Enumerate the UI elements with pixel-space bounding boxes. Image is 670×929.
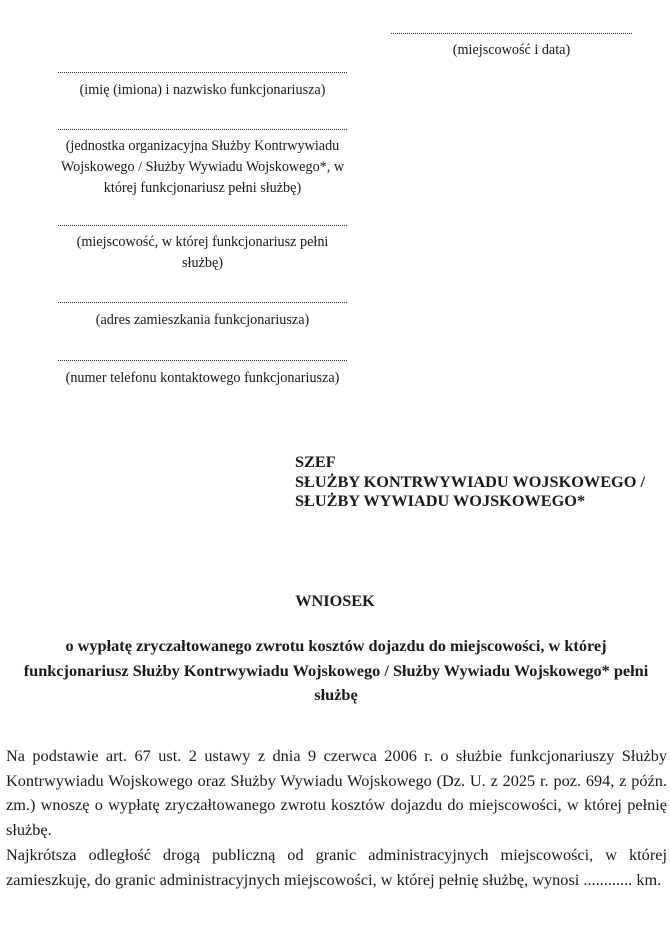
addressee-line-1: SZEF [295,452,336,471]
place-date-field[interactable] [391,33,632,34]
paragraph-distance [6,843,667,892]
unit-caption: (jednostka organizacyjna Służby Kontrwywiadu Wojskowego / Służby Wywiadu Wojskowego*, w której funkcjonariusz pełni służbę) [60,138,345,196]
place-date-caption: (miejscowość i data) [452,42,571,58]
duty-location-field[interactable] [58,225,347,226]
phone-field[interactable] [58,360,347,361]
phone-caption: (numer telefonu kontaktowego funkcjonariusza) [65,370,340,386]
document-subtitle: o wypłatę zryczałtowanego zwrotu kosztów dojazdu do miejscowości, w której funkcjonariusz Służby Kontrwywiadu Wojskowego / Służby Wywiadu Wojskowego* pełni służbę [23,636,649,704]
distance-text: Najkrótsza odległość drogą publiczną od granic administracyjnych miejscowości, w której zamieszkuję, do granic administracyjnych miejscowości, w której pełnię służbę, wynosi [6,845,667,889]
duty-location-caption: (miejscowość, w której funkcjonariusz pełni służbę) [76,234,329,271]
paragraph-legal-basis: Na podstawie art. 67 ust. 2 ustawy z dnia 9 czerwca 2006 r. o służbie funkcjonariuszy Służby Kontrwywiadu Wojskowego oraz Służby Wywiadu Wojskowego (Dz. U. z 2025 r. poz. 694, z późn. zm.) wnoszę o wypłatę zryczałtowanego zwrotu kosztów dojazdu do miejscowości, w której pełnię służbę. [6,746,667,839]
home-address-caption: (adres zamieszkania funkcjonariusza) [95,312,310,328]
full-name-field[interactable] [58,72,347,73]
home-address-field[interactable] [58,302,347,303]
addressee-block [295,452,645,511]
document-title: WNIOSEK [295,591,375,610]
distance-field[interactable]: ............ [583,869,633,889]
addressee-line-2: SŁUŻBY KONTRWYWIADU WOJSKOWEGO / [295,471,645,491]
addressee-line-3: SŁUŻBY WYWIADU WOJSKOWEGO* [295,491,586,510]
full-name-caption: (imię (imiona) i nazwisko funkcjonariusza) [79,82,326,98]
distance-unit: km. [636,869,662,889]
unit-field[interactable] [58,129,347,130]
